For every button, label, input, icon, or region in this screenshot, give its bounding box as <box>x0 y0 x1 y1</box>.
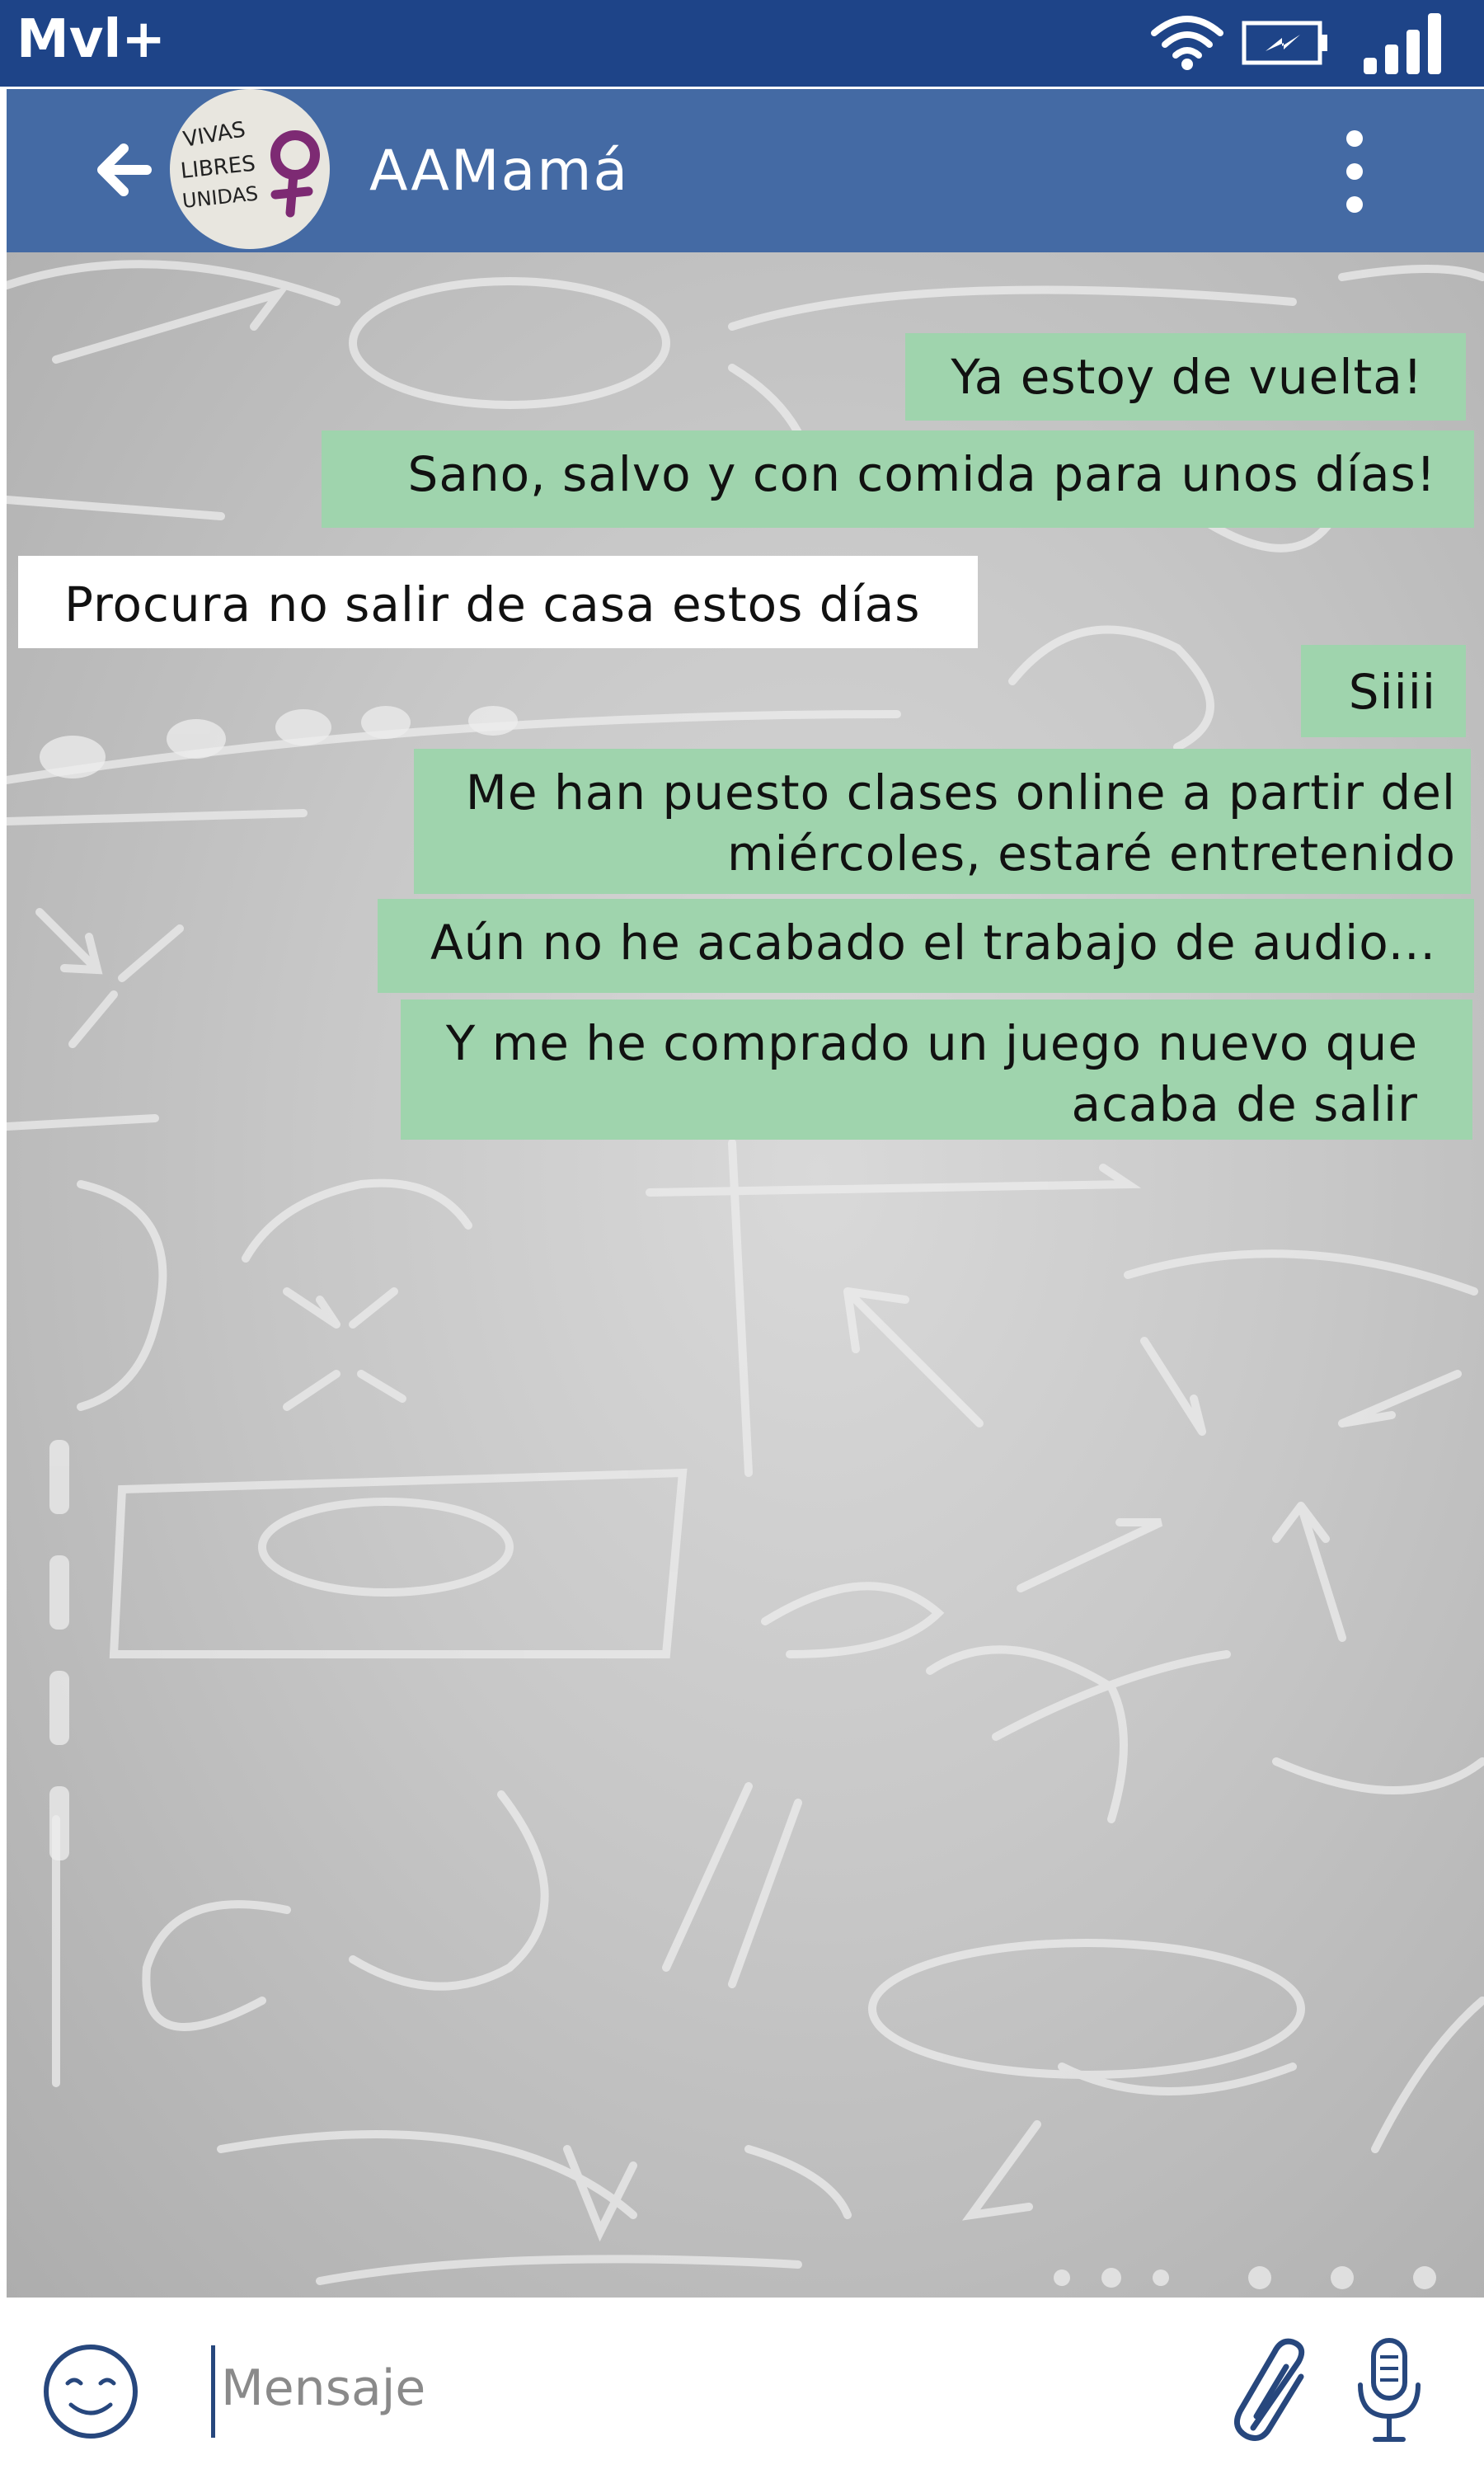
battery-charging-icon <box>1241 18 1331 68</box>
message-bubble-outgoing[interactable]: Siiii <box>1301 645 1466 737</box>
attach-icon[interactable] <box>1228 2337 1319 2444</box>
microphone-icon[interactable] <box>1352 2337 1426 2444</box>
message-bubble-incoming[interactable]: Procura no salir de casa estos días <box>18 556 978 648</box>
chat-header <box>7 89 1484 252</box>
message-bubble-outgoing[interactable]: Ya estoy de vuelta! <box>905 333 1466 421</box>
svg-text:VIVAS: VIVAS <box>181 117 247 153</box>
contact-avatar[interactable] <box>170 89 330 249</box>
chat-area[interactable] <box>7 252 1484 2298</box>
back-arrow-icon[interactable] <box>89 132 165 208</box>
message-bubble-outgoing[interactable]: Aún no he acabado el trabajo de audio... <box>378 899 1474 993</box>
message-input[interactable] <box>213 2339 1194 2438</box>
signal-icon <box>1360 7 1459 81</box>
wifi-icon <box>1150 10 1224 72</box>
status-bar <box>0 0 1484 87</box>
message-input-bar <box>0 2298 1484 2474</box>
carrier-name: Mvl+ <box>16 9 166 70</box>
svg-text:LIBRES: LIBRES <box>179 151 257 184</box>
message-bubble-outgoing[interactable]: Sano, salvo y con comida para unos días! <box>322 430 1474 528</box>
message-bubble-outgoing[interactable]: Y me he comprado un juego nuevo que acaba de salir <box>401 999 1472 1140</box>
vivas-libres-unidas-logo <box>170 89 330 249</box>
more-vertical-icon[interactable] <box>1326 114 1383 229</box>
contact-name[interactable]: AAMamá <box>369 139 630 204</box>
message-bubble-outgoing[interactable]: Me han puesto clases online a partir del miércoles, estaré entretenido <box>414 749 1471 894</box>
svg-text:UNIDAS: UNIDAS <box>181 181 260 213</box>
emoji-icon[interactable] <box>41 2342 140 2441</box>
